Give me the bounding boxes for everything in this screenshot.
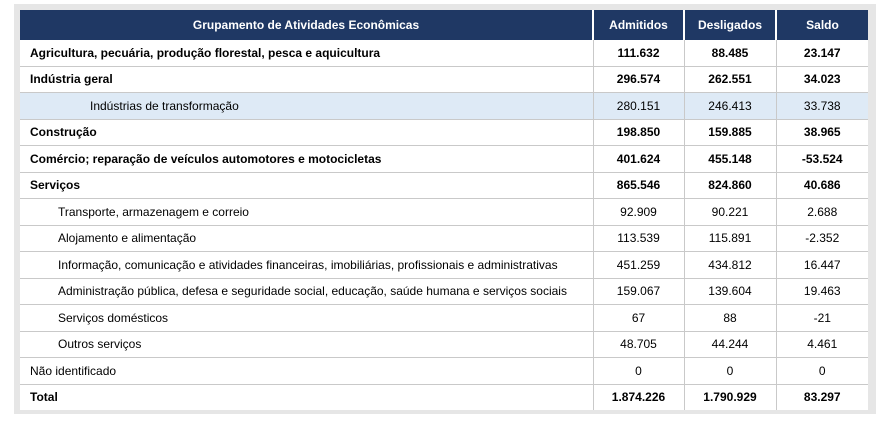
row-saldo: 23.147 [803, 45, 841, 60]
row-saldo: -21 [776, 305, 868, 332]
header-saldo: Saldo [776, 10, 868, 40]
row-saldo: 33.738 [776, 93, 868, 120]
row-admitidos: 113.539 [593, 225, 684, 252]
row-label: Total [20, 384, 593, 410]
row-admitidos: 296.574 [593, 66, 684, 93]
row-saldo: 4.461 [776, 331, 868, 358]
row-desligados: 44.244 [684, 331, 776, 358]
row-desligados: 88.485 [684, 40, 776, 66]
row-desligados: 159.885 [684, 119, 776, 146]
row-desligados: 139.604 [684, 278, 776, 305]
row-admitidos: 92.909 [593, 199, 684, 226]
table-row [20, 199, 868, 226]
row-admitidos: 198.850 [593, 119, 684, 146]
row-label: Indústria geral [20, 66, 593, 93]
table-row [20, 146, 868, 173]
table-row [20, 66, 868, 93]
row-saldo: -2.352 [776, 225, 868, 252]
row-label: Comércio; reparação de veículos automotores e motocicletas [20, 146, 593, 173]
header-row [20, 10, 868, 40]
row-saldo: 2.688 [776, 199, 868, 226]
header-group: Grupamento de Atividades Econômicas [20, 10, 593, 40]
row-desligados: 88 [684, 305, 776, 332]
row-label: Informação, comunicação e atividades financeiras, imobiliárias, profissionais e administrativas [20, 252, 593, 279]
row-admitidos: 401.624 [593, 146, 684, 173]
economic-activity-table [20, 10, 868, 410]
row-admitidos: 111.632 [593, 40, 684, 66]
table-row [20, 331, 868, 358]
row-saldo: 34.023 [776, 66, 868, 93]
row-desligados: 246.413 [684, 93, 776, 120]
row-label: Construção [20, 119, 593, 146]
row-desligados: 824.860 [684, 172, 776, 199]
header-admitidos: Admitidos [593, 10, 684, 40]
row-admitidos: 67 [593, 305, 684, 332]
row-desligados: 455.148 [684, 146, 776, 173]
row-desligados: 434.812 [684, 252, 776, 279]
table-row [20, 172, 868, 199]
row-admitidos: 159.067 [593, 278, 684, 305]
row-label: Transporte, armazenagem e correio [20, 199, 593, 226]
table-row [20, 278, 868, 305]
row-saldo: 40.686 [776, 172, 868, 199]
row-admitidos: 1.874.226 [593, 384, 684, 410]
row-admitidos: 865.546 [593, 172, 684, 199]
row-saldo: 83.297 [776, 384, 868, 410]
table-row [20, 358, 868, 385]
table-frame [14, 4, 876, 414]
row-desligados: 0 [684, 358, 776, 385]
row-admitidos: 451.259 [593, 252, 684, 279]
row-label: Não identificado [20, 358, 593, 385]
row-saldo: -53.524 [776, 146, 868, 173]
row-saldo: 38.965 [776, 119, 868, 146]
row-admitidos: 48.705 [593, 331, 684, 358]
row-admitidos: 280.151 [593, 93, 684, 120]
row-saldo: 0 [776, 358, 868, 385]
row-desligados: 262.551 [684, 66, 776, 93]
row-saldo: 16.447 [776, 252, 868, 279]
row-admitidos: 0 [593, 358, 684, 385]
row-desligados: 1.790.929 [684, 384, 776, 410]
row-label: Agricultura, pecuária, produção florestal, pesca e aquicultura [20, 40, 593, 66]
row-label: Serviços [20, 172, 593, 199]
table-row [20, 93, 868, 120]
table-row [20, 305, 868, 332]
header-desligados: Desligados [684, 10, 776, 40]
row-desligados: 90.221 [684, 199, 776, 226]
table-row [20, 252, 868, 279]
table-row [20, 40, 868, 66]
row-label: Serviços domésticos [20, 305, 593, 332]
row-saldo: 19.463 [776, 278, 868, 305]
table-row [20, 119, 868, 146]
total-row [20, 384, 868, 410]
row-label: Outros serviços [20, 331, 593, 358]
row-label: Alojamento e alimentação [20, 225, 593, 252]
row-desligados: 115.891 [684, 225, 776, 252]
row-label: Indústrias de transformação [20, 93, 593, 120]
table-row [20, 225, 868, 252]
row-label: Administração pública, defesa e seguridade social, educação, saúde humana e serviços sociais [20, 278, 593, 305]
